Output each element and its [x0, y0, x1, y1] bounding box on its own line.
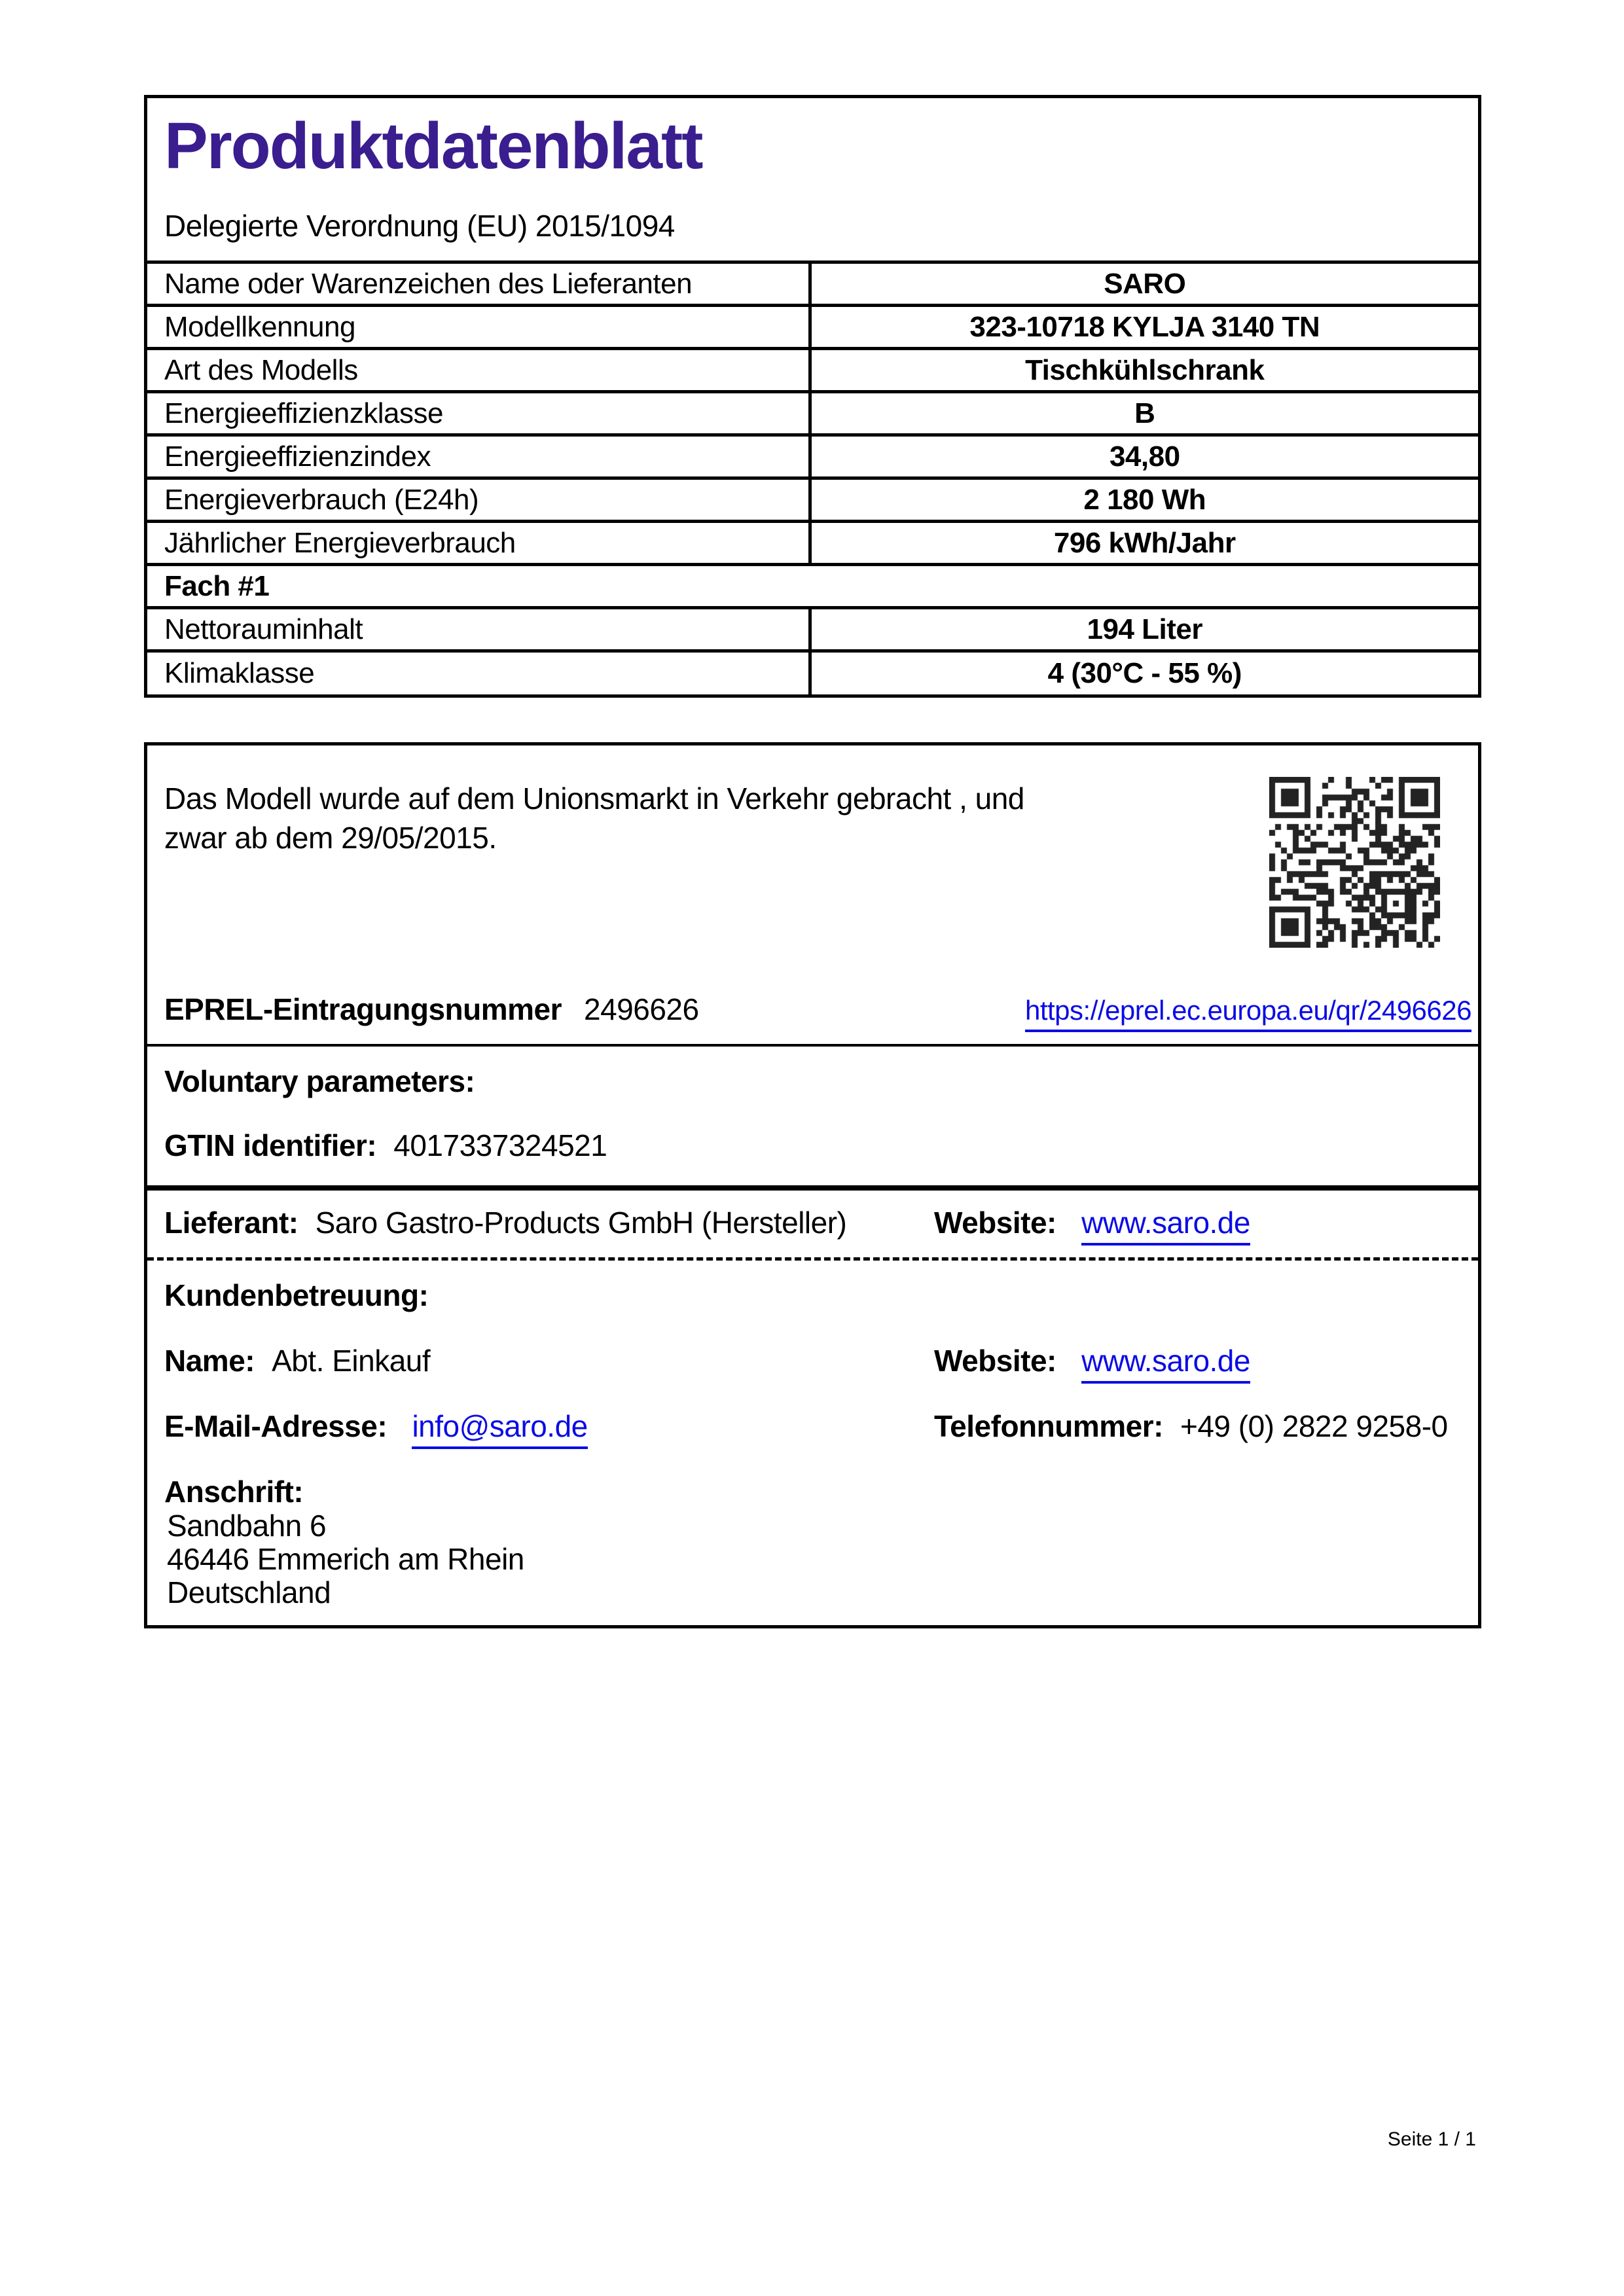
- support-heading: Kundenbetreuung:: [164, 1278, 429, 1312]
- supplier-label: Lieferant:: [164, 1206, 298, 1240]
- supplier-website-link[interactable]: www.saro.de: [1081, 1206, 1250, 1246]
- phone-value: +49 (0) 2822 9258-0: [1180, 1409, 1448, 1443]
- spec-label: Name oder Warenzeichen des Lieferanten: [147, 262, 810, 306]
- table-row: [147, 392, 1478, 435]
- eprel-left: [164, 992, 699, 1027]
- eprel-number: 2496626: [584, 992, 699, 1026]
- spec-value: Tischkühlschrank: [810, 349, 1478, 392]
- address-label: Anschrift:: [164, 1475, 304, 1509]
- support-email: [164, 1408, 934, 1444]
- supplier-website: [934, 1205, 1461, 1240]
- spec-value: 34,80: [810, 435, 1478, 478]
- supplier-row: [147, 1191, 1478, 1257]
- table-row: [147, 608, 1478, 651]
- spec-label: Energieeffizienzklasse: [147, 392, 810, 435]
- supplier-info: [164, 1205, 934, 1240]
- support-website-label: Website:: [934, 1344, 1056, 1378]
- spec-label: Energieverbrauch (E24h): [147, 478, 810, 522]
- registration-card: [144, 742, 1481, 1628]
- voluntary-section: [147, 1047, 1478, 1185]
- support-website: [934, 1343, 1461, 1378]
- gtin-value: 4017337324521: [393, 1128, 607, 1162]
- voluntary-heading: Voluntary parameters:: [164, 1064, 475, 1098]
- spec-label: Nettorauminhalt: [147, 608, 810, 651]
- product-datasheet-card: [144, 95, 1481, 698]
- spec-table: [147, 260, 1478, 694]
- page-footer: Seite 1 / 1: [1387, 2128, 1476, 2150]
- table-row: [147, 306, 1478, 349]
- email-link[interactable]: info@saro.de: [412, 1409, 587, 1449]
- spec-label: Klimaklasse: [147, 651, 810, 694]
- spec-value: 2 180 Wh: [810, 478, 1478, 522]
- supplier-name: Saro Gastro-Products GmbH (Hersteller): [315, 1206, 847, 1240]
- support-website-link[interactable]: www.saro.de: [1081, 1344, 1250, 1384]
- market-section: [147, 745, 1478, 961]
- support-email-row: [164, 1408, 1461, 1444]
- address-block: [164, 1474, 1461, 1609]
- supplier-website-label: Website:: [934, 1206, 1056, 1240]
- table-row: [147, 349, 1478, 392]
- support-section: [147, 1261, 1478, 1625]
- spec-value: SARO: [810, 262, 1478, 306]
- section-row-fach-1: [147, 565, 1478, 608]
- address-line: Deutschland: [167, 1575, 331, 1609]
- page-title: Produktdatenblatt: [164, 109, 702, 183]
- spec-label: Art des Modells: [147, 349, 810, 392]
- support-phone: [934, 1408, 1461, 1444]
- gtin-label: GTIN identifier:: [164, 1128, 377, 1162]
- support-name-label: Name:: [164, 1344, 255, 1378]
- spec-value: 194 Liter: [810, 608, 1478, 651]
- spec-label: Jährlicher Energieverbrauch: [147, 522, 810, 565]
- regulation-subtitle: Delegierte Verordnung (EU) 2015/1094: [164, 209, 675, 243]
- phone-label: Telefonnummer:: [934, 1409, 1163, 1443]
- table-row: [147, 651, 1478, 694]
- table-row: [147, 262, 1478, 306]
- title-block: [147, 98, 1478, 260]
- spec-value: 4 (30°C - 55 %): [810, 651, 1478, 694]
- eprel-link[interactable]: https://eprel.ec.europa.eu/qr/2496626: [1025, 995, 1471, 1032]
- spec-value: B: [810, 392, 1478, 435]
- section-label: Fach #1: [147, 565, 1478, 608]
- address-line: 46446 Emmerich am Rhein: [167, 1542, 524, 1576]
- market-statement: Das Modell wurde auf dem Unionsmarkt in Verkehr gebracht , und zwar ab dem 29/05/2015.: [164, 781, 1024, 855]
- eprel-label: EPREL-Eintragungsnummer: [164, 992, 562, 1026]
- spec-value: 323-10718 KYLJA 3140 TN: [810, 306, 1478, 349]
- spec-label: Energieeffizienzindex: [147, 435, 810, 478]
- gtin-row: [164, 1128, 1461, 1163]
- spec-label: Modellkennung: [147, 306, 810, 349]
- support-name-value: Abt. Einkauf: [272, 1344, 431, 1378]
- support-name: [164, 1343, 934, 1378]
- separator-thick: [147, 1185, 1478, 1191]
- table-row: [147, 478, 1478, 522]
- table-row: [147, 522, 1478, 565]
- qr-code: [1269, 777, 1440, 948]
- support-name-row: [164, 1343, 1461, 1378]
- email-label: E-Mail-Adresse:: [164, 1409, 388, 1443]
- table-row: [147, 435, 1478, 478]
- spec-value: 796 kWh/Jahr: [810, 522, 1478, 565]
- address-line: Sandbahn 6: [167, 1509, 327, 1543]
- eprel-row: [147, 961, 1478, 1044]
